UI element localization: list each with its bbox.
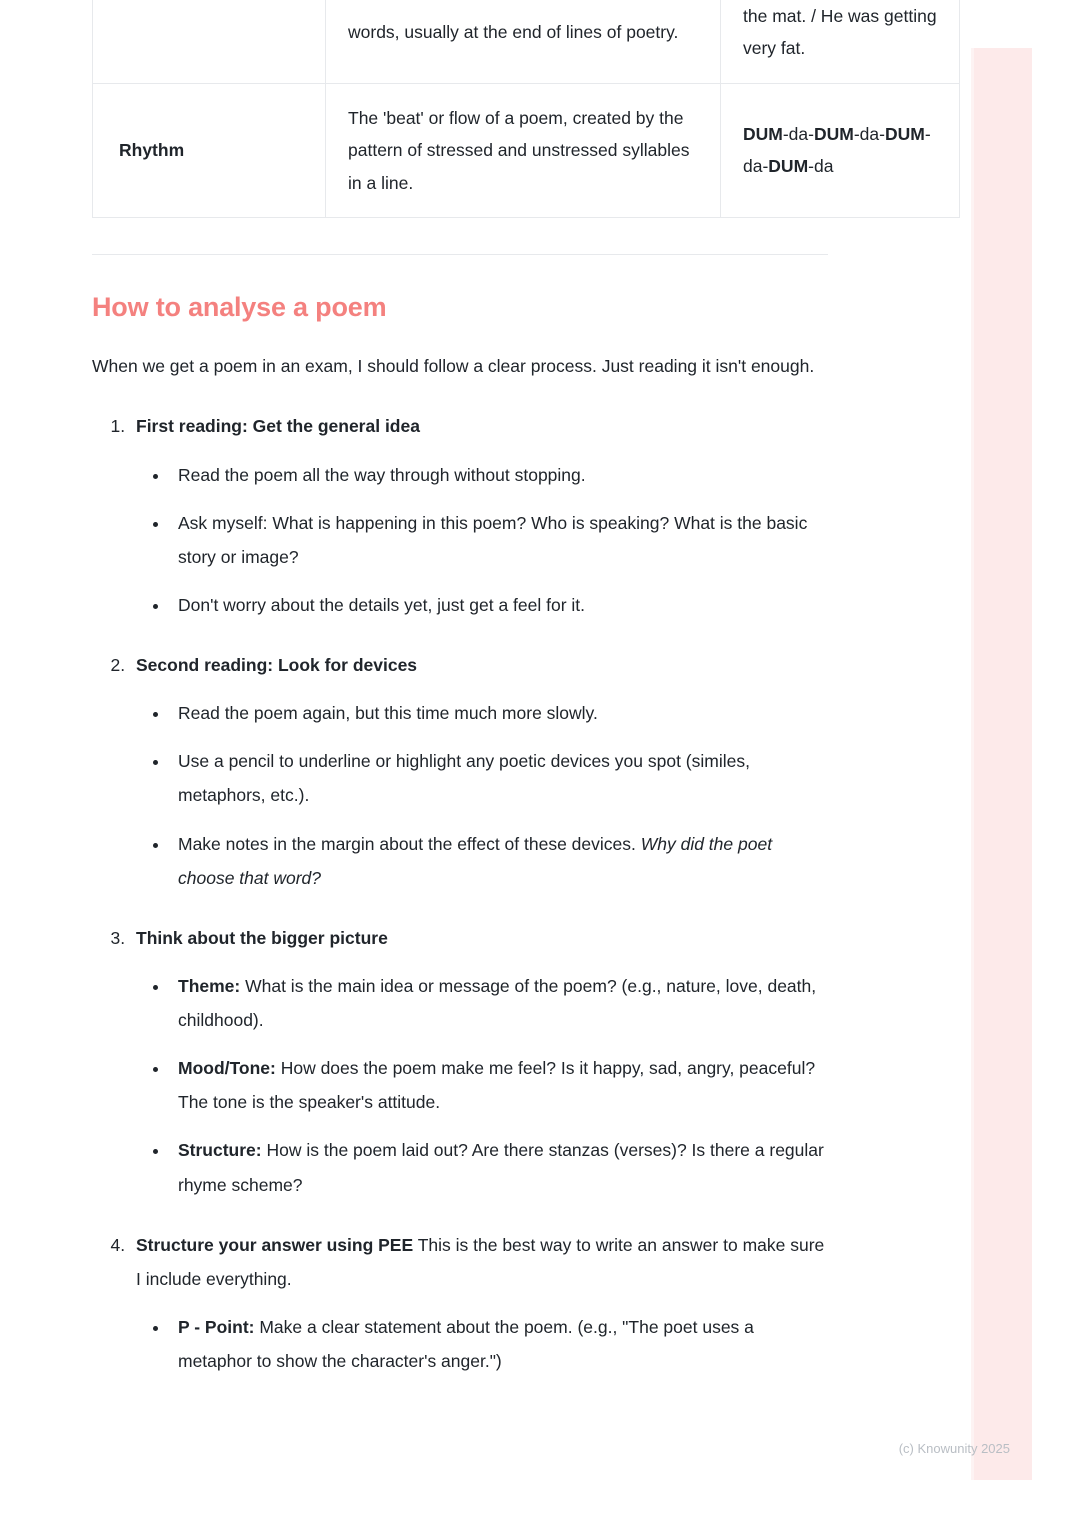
table-cell-term xyxy=(93,0,326,83)
sub-text: Make a clear statement about the poem. (e.g., "The poet uses a metaphor to show the character's anger.") xyxy=(178,1316,754,1372)
example-token: -da- xyxy=(782,123,814,144)
list-item xyxy=(170,1310,828,1378)
sub-list xyxy=(136,969,828,1202)
list-item xyxy=(130,1228,828,1379)
example-token: -da- xyxy=(853,123,885,144)
table-row xyxy=(93,83,960,217)
page-title: How to analyse a poem xyxy=(92,291,387,322)
watermark: (c) Knowunity 2025 xyxy=(898,1441,1010,1456)
table-cell-example: the mat. / He was getting very fat. xyxy=(721,0,960,83)
sub-list xyxy=(136,1310,828,1378)
example-token: -da xyxy=(808,156,834,177)
list-item xyxy=(170,827,828,895)
list-item xyxy=(170,1051,828,1119)
sub-label: Theme: xyxy=(178,975,241,996)
sub-text: How is the poem laid out? Are there stanzas (verses)? Is there a regular rhyme scheme? xyxy=(178,1140,824,1195)
page-edge-band xyxy=(974,48,1032,1480)
list-item: • Read the poem all the way through without stopping. xyxy=(170,458,828,492)
table-row xyxy=(93,0,960,83)
example-token: DUM xyxy=(813,123,854,144)
step-heading: Second reading: Look for devices xyxy=(136,655,418,676)
sub-label: Structure: xyxy=(178,1140,262,1161)
list-item: • Ask myself: What is happening in this poem? Who is speaking? What is the basic story or image? xyxy=(170,506,828,574)
sub-text: How does the poem make me feel? Is it happy, sad, angry, peaceful? The tone is the speaker's attitude. xyxy=(178,1058,816,1113)
list-item: • Use a pencil to underline or highlight any poetic devices you spot (similes, metaphors, etc.). xyxy=(170,744,828,812)
sub-list xyxy=(136,696,828,895)
step-heading: Think about the bigger picture xyxy=(136,927,388,948)
sub-list xyxy=(136,458,828,623)
table-cell-example xyxy=(721,83,960,217)
sub-label: P - Point: xyxy=(178,1316,255,1337)
example-token: DUM xyxy=(743,123,783,144)
list-item: • Read the poem again, but this time much more slowly. xyxy=(170,696,828,730)
step-heading: First reading: Get the general idea xyxy=(136,416,420,437)
document-content xyxy=(92,0,937,1404)
table-cell-definition: The 'beat' or flow of a poem, created by the pattern of stressed and unstressed syllables in a line. xyxy=(326,83,721,217)
example-token: DUM xyxy=(884,123,925,144)
sub-text: Make notes in the margin about the effect of these devices. xyxy=(178,833,641,854)
step-tail: This is the best way to write an answer to make sure I include everything. xyxy=(136,1234,825,1289)
list-item: • Don't worry about the details yet, just get a feel for it. xyxy=(170,588,828,622)
sub-text-italic: Why did the poet choose that word? xyxy=(178,833,773,888)
list-item xyxy=(170,969,828,1037)
example-token: -da- xyxy=(743,123,931,177)
sub-text: What is the main idea or message of the poem? (e.g., nature, love, death, childhood). xyxy=(178,975,817,1031)
step-heading: Structure your answer using PEE xyxy=(136,1234,414,1255)
list-item xyxy=(130,648,828,895)
analysis-steps-list xyxy=(92,409,828,1378)
page-edge-band-inner xyxy=(971,48,974,1480)
sub-label: Mood/Tone: xyxy=(178,1058,276,1079)
example-token: DUM xyxy=(768,156,809,177)
list-item xyxy=(170,1133,828,1201)
section-intro: When we get a poem in an exam, I should follow a clear process. Just reading it isn't enough. xyxy=(92,356,815,377)
list-item xyxy=(130,409,828,622)
poetry-terms-table xyxy=(92,0,960,218)
table-cell-term: Rhythm xyxy=(93,83,326,217)
section-divider xyxy=(92,254,828,255)
list-item xyxy=(130,921,828,1202)
table-cell-definition: words, usually at the end of lines of poetry. xyxy=(326,0,721,83)
